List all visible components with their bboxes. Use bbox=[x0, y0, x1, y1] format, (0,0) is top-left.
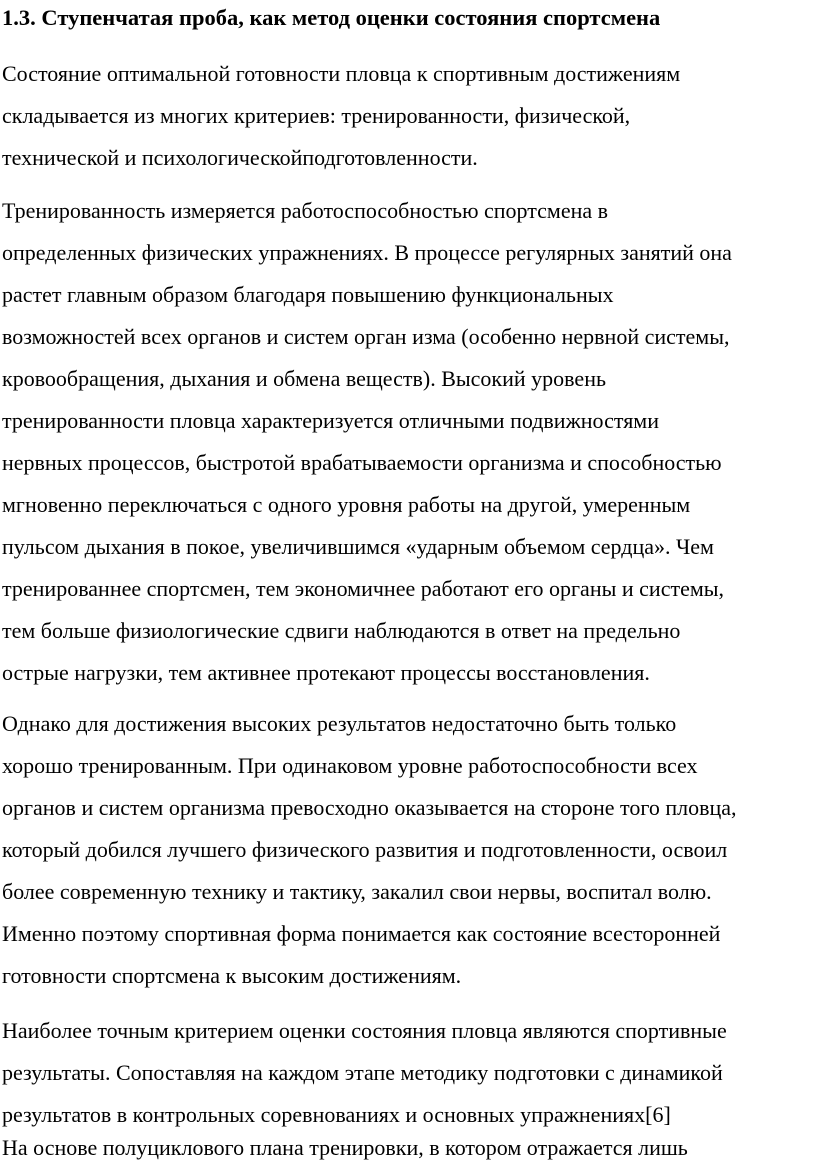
paragraph-line: мгновенно переключаться с одного уровня работы на другой, умеренным bbox=[2, 492, 691, 517]
paragraph-1 bbox=[2, 53, 680, 179]
paragraph-line: определенных физических упражнениях. В процессе регулярных занятий она bbox=[2, 240, 732, 265]
paragraph-line: нервных процессов, быстротой врабатываемости организма и способностью bbox=[2, 450, 722, 475]
paragraph-3 bbox=[2, 703, 737, 997]
paragraph-5 bbox=[2, 1127, 688, 1164]
paragraph-line: Наиболее точным критерием оценки состояния пловца являются спортивные bbox=[2, 1018, 727, 1043]
paragraph-line: Состояние оптимальной готовности пловца к спортивным достижениям bbox=[2, 61, 681, 86]
paragraph-line: результатов в контрольных соревнованиях и основных упражнениях[6] bbox=[2, 1102, 671, 1127]
paragraph-line: тренированнее спортсмен, тем экономичнее работают его органы и системы, bbox=[2, 576, 725, 601]
paragraph-line: хорошо тренированным. При одинаковом уровне работоспособности всех bbox=[2, 753, 698, 778]
paragraph-line: органов и систем организма превосходно оказывается на стороне того пловца, bbox=[2, 795, 737, 820]
paragraph-line: Однако для достижения высоких результатов недостаточно быть только bbox=[2, 711, 677, 736]
paragraph-line: пульсом дыхания в покое, увеличившимся «ударным объемом сердца». Чем bbox=[2, 534, 714, 559]
paragraph-line: складывается из многих критериев: тренированности, физической, bbox=[2, 103, 631, 128]
paragraph-line: тем больше физиологические сдвиги наблюдаются в ответ на предельно bbox=[2, 618, 681, 643]
paragraph-line: возможностей всех органов и систем орган изма (особенно нервной системы, bbox=[2, 324, 730, 349]
paragraph-line: кровообращения, дыхания и обмена веществ). Высокий уровень bbox=[2, 366, 607, 391]
paragraph-line: результаты. Сопоставляя на каждом этапе методику подготовки с динамикой bbox=[2, 1060, 723, 1085]
paragraph-line: который добился лучшего физического развития и подготовленности, освоил bbox=[2, 837, 728, 862]
paragraph-2 bbox=[2, 190, 732, 694]
paragraph-line: технической и психологическойподготовленности. bbox=[2, 145, 478, 170]
section-heading: 1.3. Ступенчатая проба, как метод оценки состояния спортсмена bbox=[2, 5, 661, 30]
paragraph-line: растет главным образом благодаря повышению функциональных bbox=[2, 282, 614, 307]
paragraph-4 bbox=[2, 1010, 727, 1136]
paragraph-line: На основе полуциклового плана тренировки, в котором отражается лишь bbox=[2, 1135, 688, 1160]
paragraph-line: готовности спортсмена к высоким достижениям. bbox=[2, 963, 462, 988]
paragraph-line: острые нагрузки, тем активнее протекают процессы восстановления. bbox=[2, 660, 650, 685]
paragraph-line: Именно поэтому спортивная форма понимается как состояние всесторонней bbox=[2, 921, 721, 946]
paragraph-line: тренированности пловца характеризуется отличными подвижностями bbox=[2, 408, 660, 433]
paragraph-line: более современную технику и тактику, закалил свои нервы, воспитал волю. bbox=[2, 879, 712, 904]
paragraph-line: Тренированность измеряется работоспособностью спортсмена в bbox=[2, 198, 609, 223]
